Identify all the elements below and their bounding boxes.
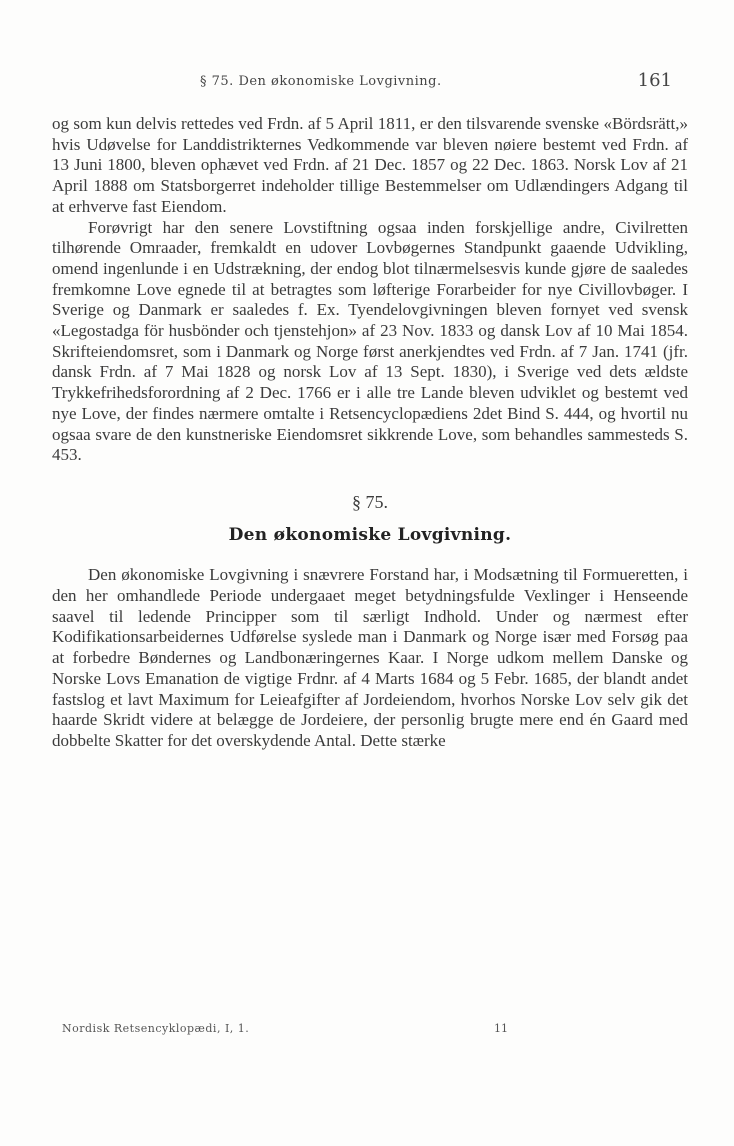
paragraph-3: Den økonomiske Lovgivning i snævrere Forstand har, i Modsætning til Formueretten, i den her omhandlede Periode undergaaet meget betydningsfulde Vexlinger i Henseende saavel til ledende Principper som til særligt Indhold. Under og nærmest efter Kodifikationsarbeidernes Udførelse syslede man i Danmark og Norge især med Forsøg paa at forbedre Bøndernes og Landbonæringernes Kaar. I Norge udkom mellem Danske og Norske Lovs Emanation de vigtige Frdnr. af 4 Marts 1684 og 5 Febr. 1685, der blandt andet fastslog et lavt Maximum for Leieafgifter af Jordeiendom, hvorhos Norske Lov selv gik det haarde Skridt videre at belægge de Jordeiere, der personlig brugte mere end én Gaard med dobbelte Skatter for det overskydende Antal. Dette stærke xyxy=(52,565,688,750)
paragraph-2: Forøvrigt har den senere Lovstiftning ogsaa inden forskjellige andre, Civilretten tilhørende Omraader, fremkaldt en udover Lovbøgernes Standpunkt gaaende Udvikling, omend ingenlunde i en Udstrækning, der endog blot tilnærmelsesvis kunde gjøre de saaledes fremkomne Love egnede til at betragtes som løfterige Forarbeider for nye Civillovbøger. I Sverige og Danmark er saaledes f. Ex. Tyendelovgivningen bleven fornyet ved svensk «Legostadga för husbönder och tjenstehjon» af 23 Nov. 1833 og dansk Lov af 10 Mai 1854. Skrifteiendomsret, som i Danmark og Norge først anerkjendtes ved Frdn. af 7 Jan. 1741 (jfr. dansk Frdn. af 7 Mai 1828 og norsk Lov af 13 Sept. 1830), i Sverige ved dets ældste Trykkefrihedsforordning af 2 Dec. 1766 er i alle tre Lande bleven udviklet og bestemt ved nye Love, der findes nærmere omtalte i Retsencyclopædiens 2det Bind S. 444, og hvortil nu ogsaa svare de den kunstneriske Eiendomsret sikkrende Love, som behandles sammesteds S. 453. xyxy=(52,217,688,465)
paragraph-1: og som kun delvis rettedes ved Frdn. af 5 April 1811, er den tilsvarende svenske «Bördsrätt,» hvis Udøvelse for Landdistrikternes Vedkommende var bleven nøiere bestemt ved Frdn. af 13 Juni 1800, bleven ophævet ved Frdn. af 21 Dec. 1857 og 22 Dec. 1863. Norsk Lov af 21 April 1888 om Statsborgerret indeholder tillige Bestemmelser om Udlændingers Adgang til at erhverve fast Eiendom. xyxy=(52,114,688,216)
section-number: § 75. xyxy=(352,491,388,512)
footer-note: Nordisk Retsencyklopædi, I, 1. xyxy=(62,1022,250,1035)
body-text xyxy=(52,114,688,752)
page-number: 161 xyxy=(637,70,672,91)
section-title: Den økonomiske Lovgivning. xyxy=(228,524,512,545)
signature-mark: 11 xyxy=(494,1022,508,1035)
running-title: § 75. Den økonomiske Lovgivning. xyxy=(200,74,442,89)
page-header xyxy=(52,70,672,98)
